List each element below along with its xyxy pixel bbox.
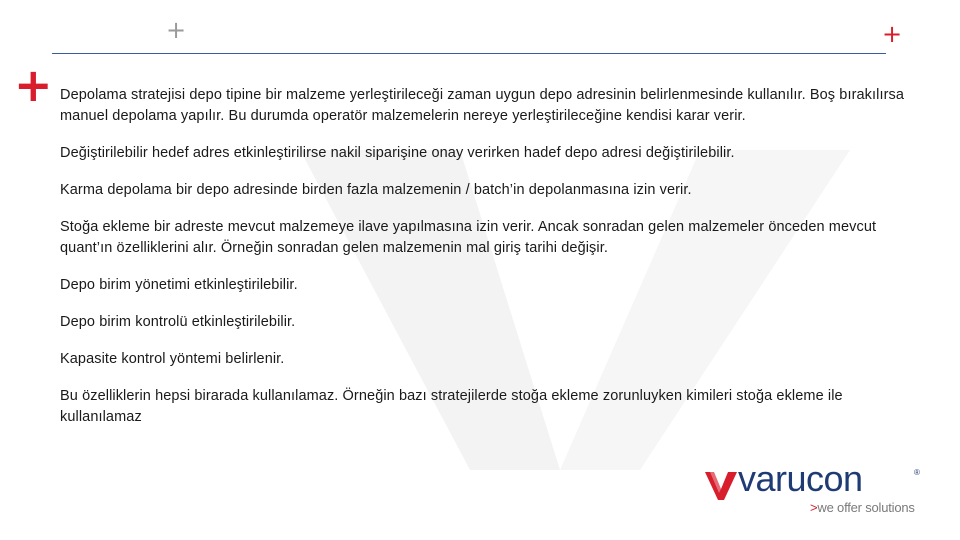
paragraph-mixed-storage: Karma depolama bir depo adresinde birden fazla malzemenin / batch’in depolanmasına izin verir. xyxy=(60,182,692,198)
red-plus-icon: + xyxy=(882,20,903,48)
tagline-arrow-icon: > xyxy=(810,500,818,515)
slide-body xyxy=(60,85,910,444)
paragraph-compatibility-note: Bu özelliklerin hepsi birarada kullanılamaz. Örneğin bazı stratejilerde stoğa ekleme zorunluyken kimileri stoğa ekleme ile kullanılamaz xyxy=(60,388,843,425)
top-divider-line xyxy=(52,53,886,54)
paragraph-storage-unit-control: Depo birim kontrolü etkinleştirilebilir. xyxy=(60,314,296,330)
logo-v-mark-icon xyxy=(704,471,738,501)
paragraph-changeable-target-address: Değiştirilebilir hedef adres etkinleştirilirse nakil siparişine onay verirken hadef depo adresi değiştirilebilir. xyxy=(60,145,735,161)
logo-wordmark: varucon xyxy=(738,458,863,499)
varucon-logo xyxy=(704,458,924,518)
large-red-plus-icon: + xyxy=(14,58,53,112)
logo-registered-mark: ® xyxy=(914,468,920,477)
tagline-text: we offer solutions xyxy=(817,500,915,515)
logo-tagline xyxy=(810,500,915,515)
paragraph-capacity-check: Kapasite kontrol yöntemi belirlenir. xyxy=(60,351,285,367)
paragraph-add-to-stock: Stoğa ekleme bir adreste mevcut malzemeye ilave yapılmasına izin verir. Ancak sonradan gelen malzemeler önceden mevcut quant’ın özelliklerini alır. Örneğin sonradan gelen malzemenin mal giriş tarihi değişir. xyxy=(60,219,877,256)
paragraph-storage-strategy: Depolama stratejisi depo tipine bir malzeme yerleştirileceği zaman uygun depo adresinin belirlenmesinde kullanılır. Boş bırakılırsa manuel depolama yapılır. Bu durumda operatör malzemelerin nereye yerleştirileceğine kendisi karar verir. xyxy=(60,87,905,124)
paragraph-storage-unit-management: Depo birim yönetimi etkinleştirilebilir. xyxy=(60,277,298,293)
grey-plus-icon: + xyxy=(166,16,187,44)
